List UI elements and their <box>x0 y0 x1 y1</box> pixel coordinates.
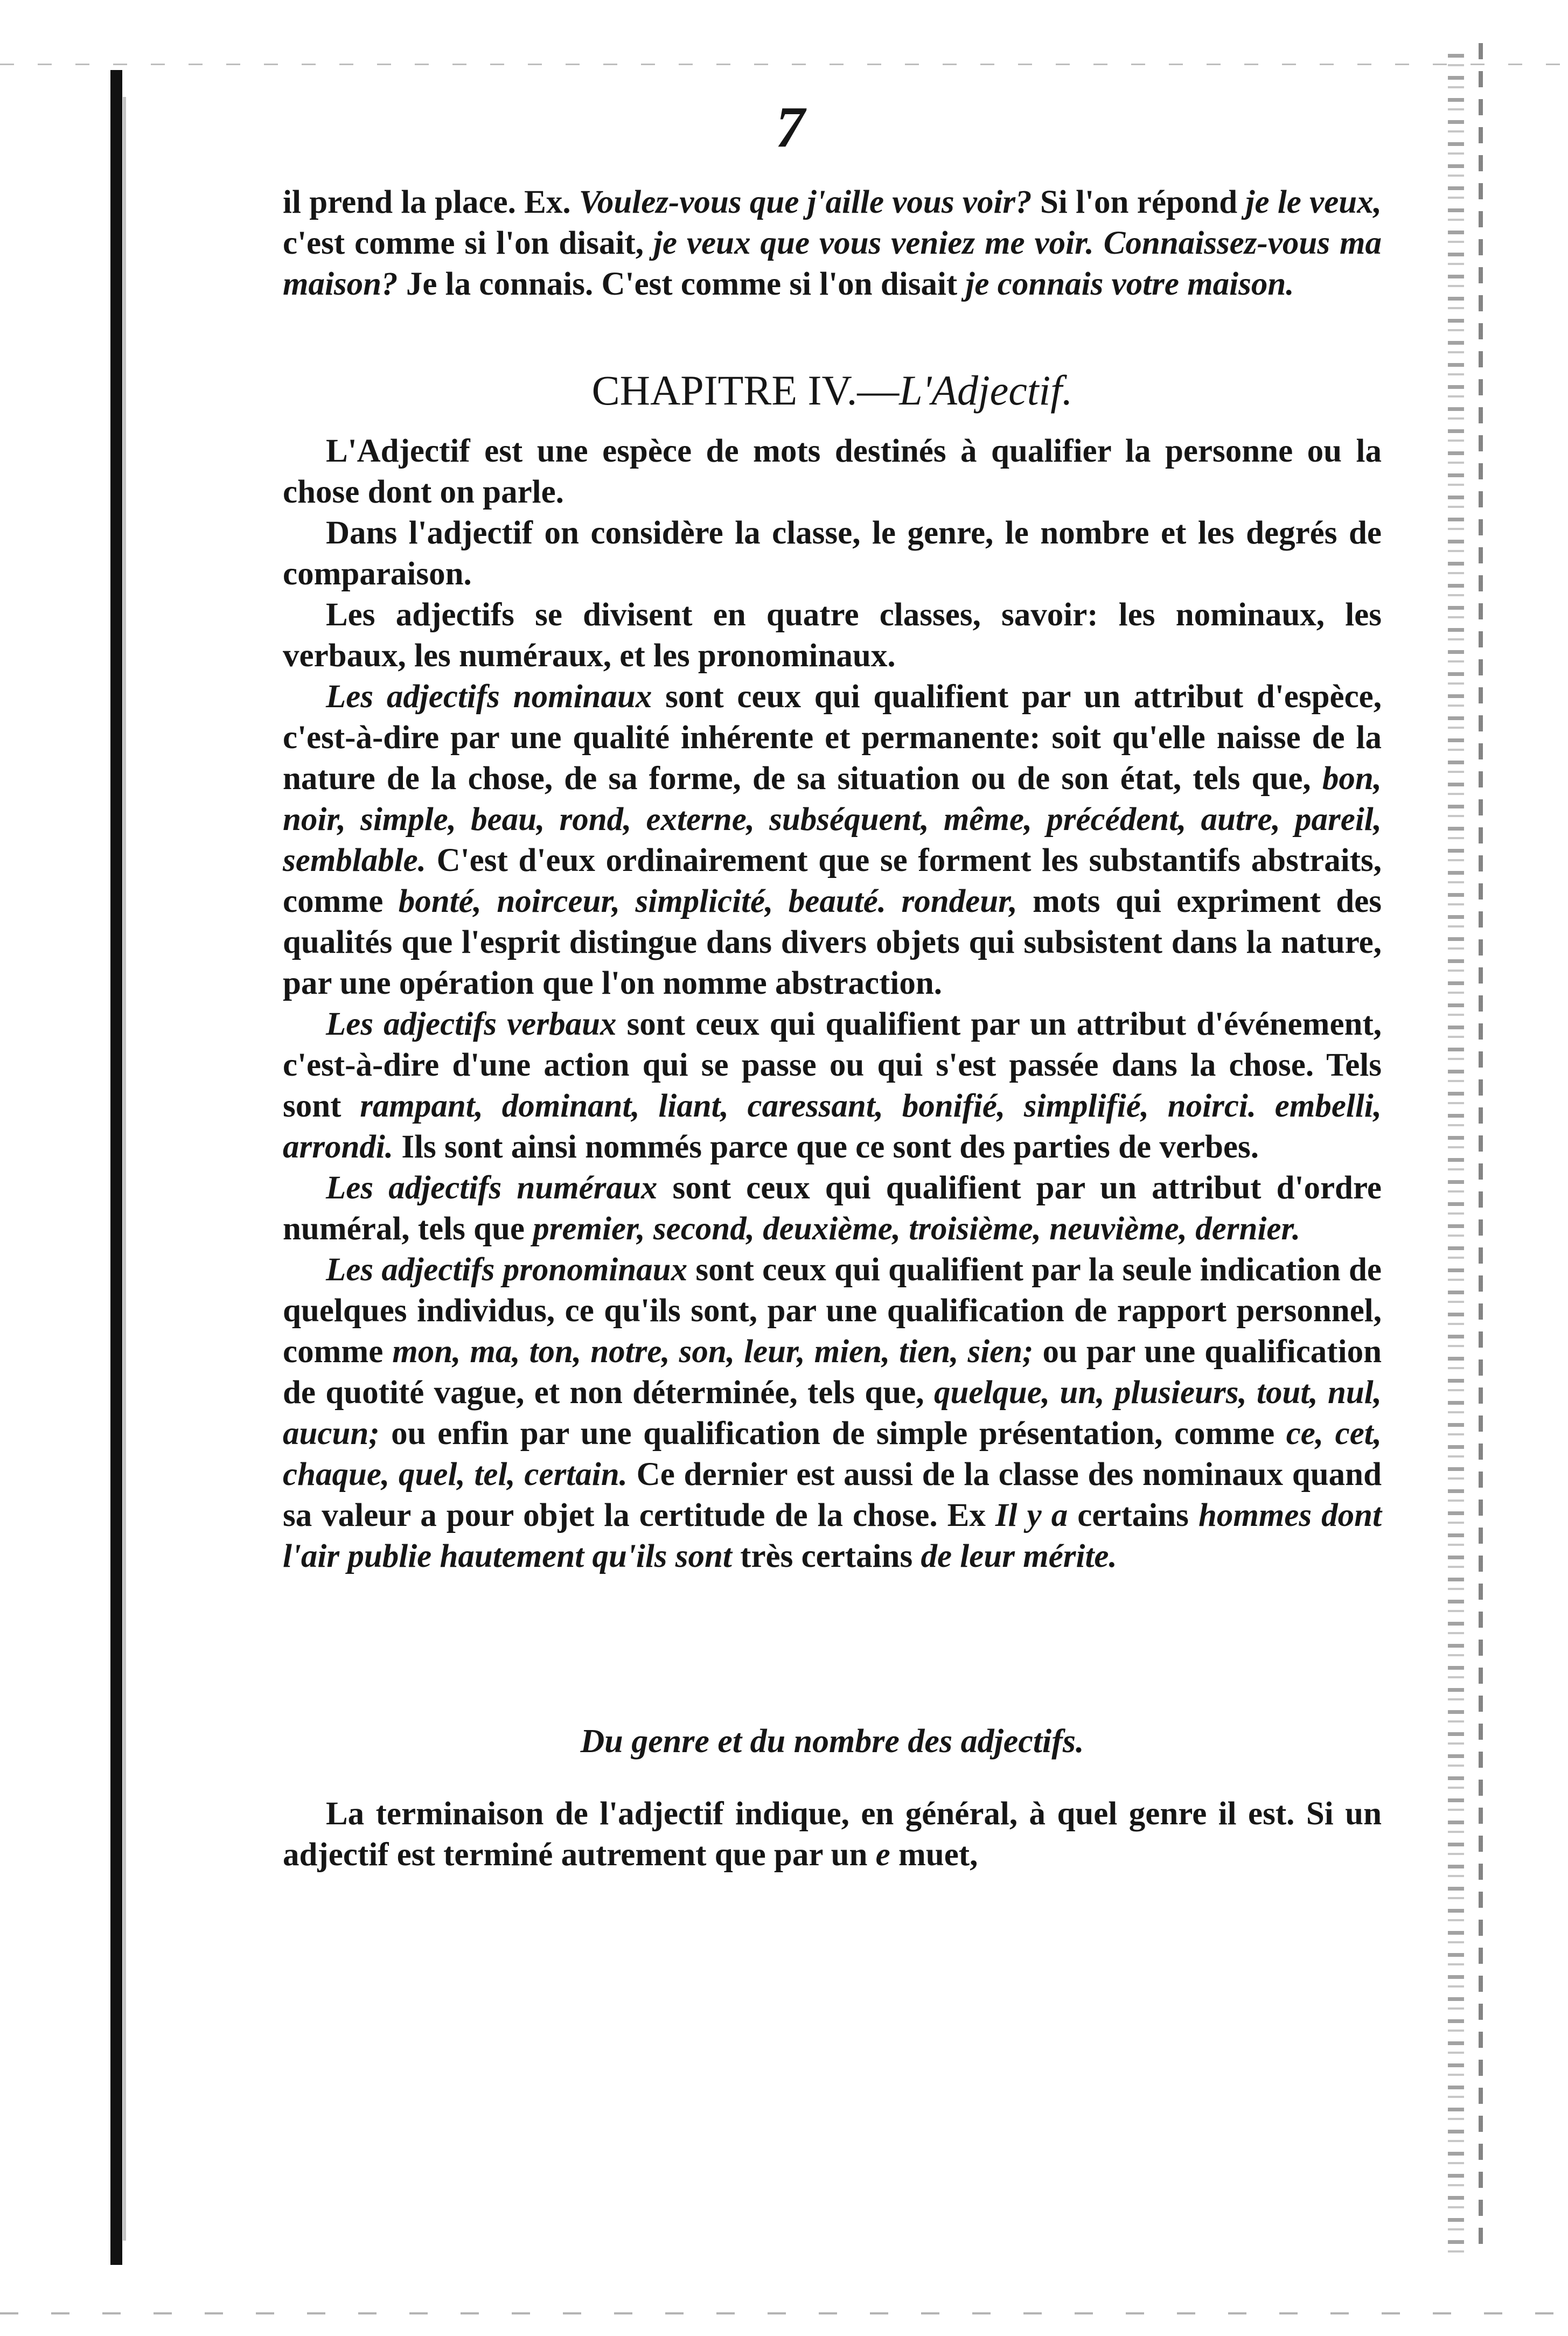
paragraph-pronominaux <box>283 1250 1382 1577</box>
intro-text: Si l'on répond <box>1032 184 1246 220</box>
intro-text: il prend la place. Ex. <box>283 184 579 220</box>
examples: Il y a <box>995 1497 1068 1533</box>
page-edge-right <box>1448 54 1464 2262</box>
paragraph-text: très certains <box>731 1538 921 1574</box>
chapter-title: CHAPITRE IV.— <box>591 367 900 414</box>
paragraph-nominaux <box>283 677 1382 1004</box>
term: Les adjectifs verbaux <box>326 1006 617 1042</box>
examples: quelque, un, plusieurs, tout, nul, aucun; <box>283 1375 1382 1452</box>
paragraph-numeraux <box>283 1168 1382 1250</box>
examples: bon, noir, simple, beau, rond, externe, subséquent, même, précédent, autre, pareil, semblable. <box>283 761 1382 878</box>
chapter-heading <box>283 366 1382 415</box>
term: Les adjectifs numéraux <box>326 1170 658 1206</box>
book-binding-edge <box>110 70 122 2265</box>
examples: premier, second, deuxième, troisième, neuvième, dernier. <box>533 1211 1301 1247</box>
intro-example: je veux que vous veniez me voir. Connaissez-vous ma maison? <box>283 225 1382 302</box>
paragraph-text: mots qui expriment des qualités que l'esprit distingue dans divers objets qui subsistent dans la nature, par une opération que l'on nomme abstraction. <box>283 883 1382 1001</box>
paragraph-text: ou enfin par une qualification de simple présentation, comme <box>379 1415 1286 1452</box>
section-subheading: Du genre et du nombre des adjectifs. <box>580 1723 1084 1760</box>
examples: de leur mérite. <box>921 1538 1117 1574</box>
intro-text: c'est comme si l'on disait, <box>283 225 653 261</box>
paragraph-text: sont ceux qui qualifient par un attribut d'espèce, c'est-à-dire par une qualité inhérente et permanente: soit qu'elle naisse de la nature de la chose, de sa forme, de sa situation ou de son état, tels que, <box>283 679 1382 797</box>
paragraph-text: C'est d'eux ordinairement que se forment les substantifs abstraits, comme <box>283 842 1382 919</box>
page-edge-right-line <box>1479 43 1483 2251</box>
paragraph-text: La terminaison de l'adjectif indique, en général, à quel genre il est. Si un adjectif est terminé autrement que par un <box>283 1796 1382 1873</box>
term: Les adjectifs pronominaux <box>326 1252 688 1288</box>
intro-example: je connais votre maison. <box>965 266 1294 302</box>
intro-example: Voulez-vous que j'aille vous voir? <box>579 184 1032 220</box>
paragraph-text: sont ceux qui qualifient par un attribut d'événement, c'est-à-dire d'une action qui se passe ou qui s'est passée dans la chose. Tels sont <box>283 1006 1382 1124</box>
examples: ce, cet, chaque, quel, tel, certain. <box>283 1415 1382 1493</box>
paragraph-text: certains <box>1068 1497 1198 1533</box>
page-number: 7 <box>776 95 805 159</box>
paragraph-definition: L'Adjectif est une espèce de mots destinés à qualifier la personne ou la chose dont on parle. <box>283 433 1382 510</box>
paragraph-verbaux <box>283 1004 1382 1168</box>
paragraph-text: Ils sont ainsi nommés parce que ce sont des parties de verbes. <box>393 1129 1259 1165</box>
letter-e: e <box>875 1837 890 1873</box>
chapter-subtitle: L'Adjectif. <box>899 367 1073 414</box>
paragraph-text: muet, <box>890 1837 978 1873</box>
scan-edge-bottom <box>0 2312 1568 2314</box>
examples: bonté, noirceur, simplicité, beauté. rondeur, <box>398 883 1018 919</box>
intro-paragraph <box>283 182 1382 305</box>
intro-example: je le veux, <box>1245 184 1382 220</box>
intro-text: Je la connais. C'est comme si l'on disait <box>398 266 966 302</box>
paragraph-text: sont ceux qui qualifient par un attribut d'ordre numéral, tels que <box>283 1170 1382 1247</box>
examples: mon, ma, ton, notre, son, leur, mien, tien, sien; <box>392 1334 1034 1370</box>
paragraph-text: sont ceux qui qualifient par la seule indication de quelques individus, ce qu'ils sont, par une qualification de rapport personnel, comme <box>283 1252 1382 1370</box>
closing-paragraph <box>283 1794 1382 1875</box>
term: Les adjectifs nominaux <box>326 679 652 715</box>
paragraph-classes: Les adjectifs se divisent en quatre classes, savoir: les nominaux, les verbaux, les numéraux, et les pronominaux. <box>283 597 1382 674</box>
scan-edge-top <box>0 64 1568 65</box>
chapter-body <box>283 431 1382 1577</box>
paragraph-text: ou par une qualification de quotité vague, et non déterminée, tels que, <box>283 1334 1382 1411</box>
examples: hommes dont l'air publie hautement qu'ils sont <box>283 1497 1382 1574</box>
paragraph-text: Ce dernier est aussi de la classe des nominaux quand sa valeur a pour objet la certitude de la chose. Ex <box>283 1456 1382 1533</box>
binding-shadow <box>123 97 126 2241</box>
examples: rampant, dominant, liant, caressant, bonifié, simplifié, noirci. embelli, arrondi. <box>283 1088 1382 1165</box>
paragraph-considerations: Dans l'adjectif on considère la classe, le genre, le nombre et les degrés de comparaison. <box>283 515 1382 592</box>
